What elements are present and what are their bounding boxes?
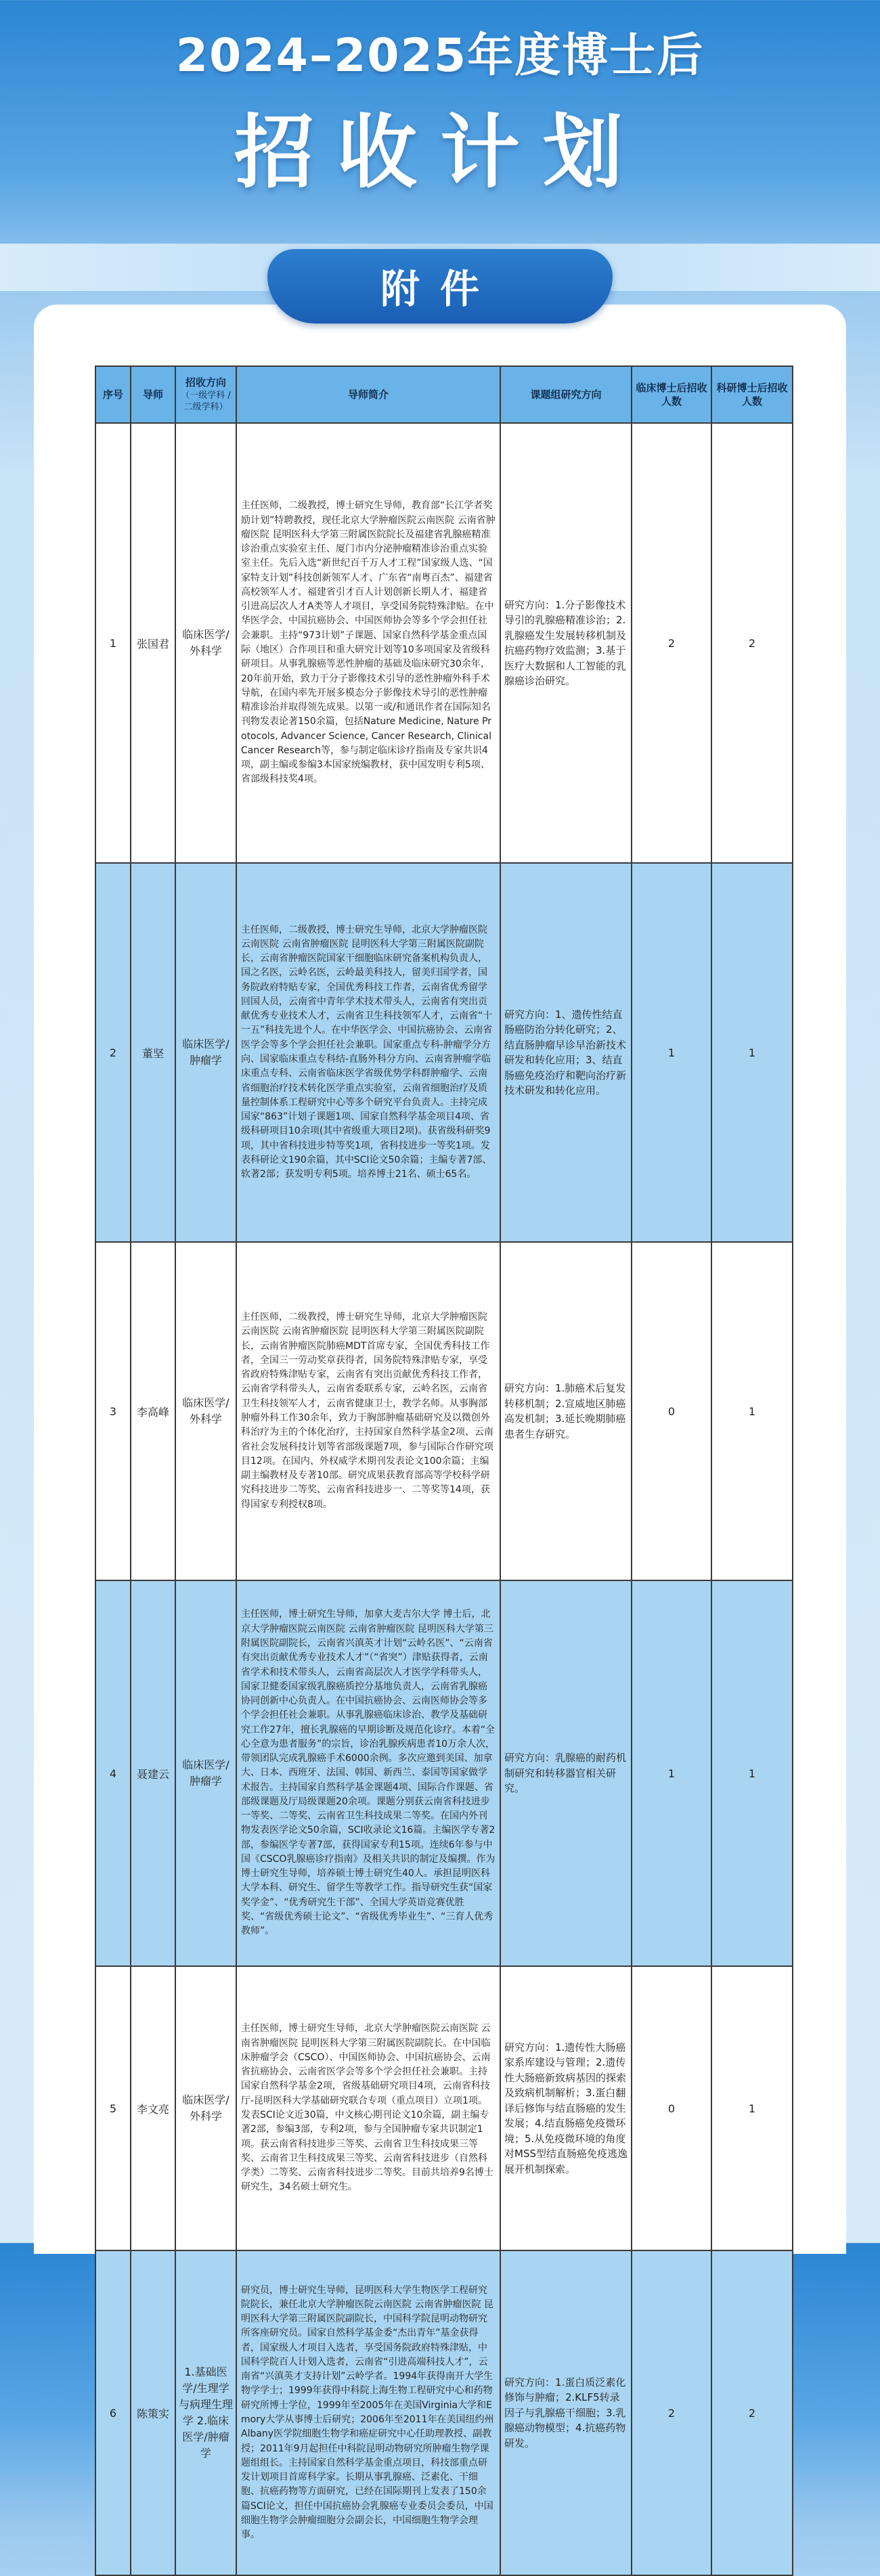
cell-research-count: 2 xyxy=(711,2250,793,2575)
col-header-subject-sub: （一级学科 / 二级学科） xyxy=(181,390,231,413)
col-header-subject-main: 招收方向 xyxy=(185,376,226,389)
cell-mentor: 聂建云 xyxy=(131,1580,175,1966)
cell-seq: 6 xyxy=(95,2250,131,2575)
cell-direction: 研究方向：乳腺癌的耐药机制研究和转移器官相关研究。 xyxy=(500,1580,632,1966)
cell-clinical-count: 1 xyxy=(632,863,711,1242)
table-header-row xyxy=(95,366,793,423)
cell-subject: 临床医学/外科学 xyxy=(175,1966,236,2250)
header-banner xyxy=(0,0,880,257)
col-header-research: 科研博士后招收人数 xyxy=(711,366,793,423)
table-row xyxy=(95,1242,793,1580)
table-row xyxy=(95,863,793,1242)
cell-intro: 主任医师，二级教授，博士研究生导师，北京大学肿瘤医院云南医院 云南省肿瘤医院 昆明医科大学第三附属医院副院长，云南省肿瘤医院国家干细胞临床研究备案机构负责人，国之名医，云岭名医，云岭最美科技人，留美归国学者，国务院政府特贴专家，全国优秀科技工作者，云南省优秀留学回国人员，云南省中青年学术技术带头人，云南省有突出贡献优秀专业技术人才，云南省卫生科技领军人才，云南省“十一五”科技先进个人。在中华医学会、中国抗癌协会、云南省医学会等多个学会担任社会兼职。国家重点专科-肿瘤学分方向、国家临床重点专科结-直肠外科分方向、云南省肿瘤学临床重点专科、云南省临床医学省级优势学科群肿瘤学、云南省细胞治疗技术转化医学重点实验室，云南省细胞治疗及质量控制体系工程研究中心等多个研究平台负责人。主持完成国家“863”计划子课题1项、国家自然科学基金项目4项、省级科研项目10余项(其中省级重大项目2项)。获省级科研奖9项，其中省科技进步特等奖1项，省科技进步一等奖1项。发表科研论文190余篇，其中SCI论文50余篇；主编专著7部、软著2部；获发明专利5项。培养博士21名、硕士65名。 xyxy=(236,863,500,1242)
cell-subject: 临床医学/外科学 xyxy=(175,1242,236,1580)
page-title-main: 招收计划 xyxy=(234,106,646,199)
cell-clinical-count: 0 xyxy=(632,1966,711,2250)
cell-seq: 5 xyxy=(95,1966,131,2250)
cell-research-count: 1 xyxy=(711,1966,793,2250)
cell-mentor: 李高峰 xyxy=(131,1242,175,1580)
table-row xyxy=(95,2250,793,2575)
cell-research-count: 1 xyxy=(711,863,793,1242)
cell-mentor: 李文亮 xyxy=(131,1966,175,2250)
cell-research-count: 2 xyxy=(711,423,793,863)
col-header-direction: 课题组研究方向 xyxy=(500,366,632,423)
cell-seq: 3 xyxy=(95,1242,131,1580)
cell-direction: 研究方向：1.遗传性大肠癌家系库建设与管理；2.遗传性大肠癌新致病基因的探索及致病机制解析；3.蛋白翻译后修饰与结直肠癌的发生发展；4.结直肠癌免疫微环境；5.从免疫微环境的角度对MSS型结直肠癌免疫逃逸展开机制探索。 xyxy=(500,1966,632,2250)
col-header-intro: 导师简介 xyxy=(236,366,500,423)
cell-subject: 临床医学/肿瘤学 xyxy=(175,1580,236,1966)
recruitment-table xyxy=(95,365,793,2576)
cell-research-count: 1 xyxy=(711,1580,793,1966)
cell-direction: 研究方向：1.分子影像技术导引的乳腺癌精准诊治；2.乳腺癌发生发展转移机制及抗癌药物疗效监测；3.基于医疗大数据和人工智能的乳腺癌诊治研究。 xyxy=(500,423,632,863)
table-row xyxy=(95,1580,793,1966)
cell-mentor: 张国君 xyxy=(131,423,175,863)
appendix-tab-label: 附件 xyxy=(380,266,500,312)
cell-intro: 主任医师，二级教授，博士研究生导师，北京大学肿瘤医院云南医院 云南省肿瘤医院 昆明医科大学第三附属医院副院长，云南省肿瘤医院肺癌MDT首席专家，全国优秀科技工作者，全国三一劳动奖章获得者，国务院特殊津贴专家，享受省政府特殊津贴专家，云南省有突出贡献优秀科技工作者，云南省学科带头人，云南省委联系专家，云岭名医，云南省卫生科技领军人才，云南省健康卫士，教学名师。从事胸部肿瘤外科工作30余年，致力于胸部肿瘤基础研究及以微创外科治疗为主的个体化治疗，主持国家自然科学基金2项、云南省社会发展科技计划等省部级课题7项，参与国际合作研究项目12项。在国内、外权威学术期刊发表论文100余篇；主编副主编教材及专著10部。研究成果获教育部高等学校科学研究科技进步二等奖、云南省科技进步一、二等奖等14项，获得国家专利授权8项。 xyxy=(236,1242,500,1580)
cell-clinical-count: 1 xyxy=(632,1580,711,1966)
cell-intro: 主任医师，博士研究生导师，加拿大麦吉尔大学 博士后，北京大学肿瘤医院云南医院 云南省肿瘤医院 昆明医科大学第三附属医院副院长，云南省兴滇英才计划“云岭名医”、“云南省有突出贡献优秀专业技术人才”（“省突”）津贴获得者，云南省学术和技术带头人，云南省高层次人才医学学科带头人，国家卫健委国家级乳腺癌质控分基地负责人，云南省乳腺癌协同创新中心负责人。在中国抗癌协会、云南医师协会等多个学会担任社会兼职。从事乳腺癌临床诊治、教学及基础研究工作27年，擅长乳腺癌的早期诊断及规范化诊疗。本着“全心全意为患者服务”的宗旨，诊治乳腺疾病患者10万余人次，带领团队完成乳腺癌手术6000余例。多次应邀到美国、加拿大、日本、西班牙、法国、韩国、新西兰、泰国等国家做学术报告。主持国家自然科学基金课题4项、国际合作课题、省部级课题及厅局级课题20余项。课题分别获云南省科技进步一等奖、二等奖、云南省卫生科技成果二等奖。在国内外刊物发表医学论文50余篇，SCI收录论文16篇。主编医学专著2部，参编医学专著7部，获得国家专利15项。连续6年参与中国《CSCO乳腺癌诊疗指南》及相关共识的制定及编撰。作为博士研究生导师，培养硕士博士研究生40人。承担昆明医科大学本科、研究生、留学生等教学工作。指导研究生获“国家奖学金”、“优秀研究生干部”、全国大学英语竞赛优胜奖、“省级优秀硕士论文”、“省级优秀毕业生”、“三育人优秀教师”。 xyxy=(236,1580,500,1966)
cell-direction: 研究方向：1、遗传性结直肠癌防治分转化研究；2、结直肠肿瘤早诊早治新技术研发和转化应用；3、结直肠癌免疫治疗和靶向治疗新技术研发和转化应用。 xyxy=(500,863,632,1242)
col-header-mentor: 导师 xyxy=(131,366,175,423)
cell-intro: 研究员，博士研究生导师，昆明医科大学生物医学工程研究院院长，兼任北京大学肿瘤医院云南医院 云南省肿瘤医院 昆明医科大学第三附属医院副院长，中国科学院昆明动物研究所客座研究员。国家自然科学基金委“杰出青年”基金获得者，国家级人才项目入选者，享受国务院政府特殊津贴，中国科学院百人计划入选者，云南省“引进高端科技人才”，云南省“兴滇英才支持计划”云岭学者。1994年获得南开大学生物学学士；1999年获得中科院上海生物工程研究中心和药物研究所博士学位，1999年至2005年在美国Virginia大学和Emory大学从事博士后研究；2006年至2011年在美国纽约州Albany医学院细胞生物学和癌症研究中心任助理教授、副教授；2011年9月起担任中科院昆明动物研究所肿瘤生物学课题组组长。主持国家自然科学基金重点项目，科技部重点研发计划项目首席科学家。长期从事乳腺癌、泛素化、干细胞、抗癌药物等方面研究，已经在国际期刊上发表了150余篇SCI论文，担任中国抗癌协会乳腺癌专业委员会委员，中国细胞生物学会肿瘤细胞分会副会长，中国细胞生物学会理事。 xyxy=(236,2250,500,2575)
cell-subject: 临床医学/肿瘤学 xyxy=(175,863,236,1242)
cell-seq: 1 xyxy=(95,423,131,863)
col-header-clinical: 临床博士后招收人数 xyxy=(632,366,711,423)
cell-subject: 1.基础医学/生理学与病理生理学 2.临床医学/肿瘤学 xyxy=(175,2250,236,2575)
page-title-year: 2024–2025年度博士后 xyxy=(175,29,705,83)
cell-clinical-count: 2 xyxy=(632,2250,711,2575)
cell-intro: 主任医师，博士研究生导师，北京大学肿瘤医院云南医院 云南省肿瘤医院 昆明医科大学第三附属医院副院长。在中国临床肿瘤学会（CSCO）、中国医师协会、中国抗癌协会、云南省抗癌协会、云南省医学会等多个学会担任社会兼职。主持国家自然科学基金2项，省级基础研究项目4项，云南省科技厅-昆明医科大学基础研究联合专项（重点项目）立项1项。发表SCI论文近30篇，中文核心期刊论文10余篇，副主编专著2部，参编3部，专利2项，参与全国肿瘤专家共识制定1项。获云南省科技进步三等奖、云南省卫生科技成果三等奖、云南省卫生科技成果三等奖、云南省科技进步（自然科学类）二等奖、云南省科技进步二等奖。目前共培养9名博士研究生，34名硕士研究生。 xyxy=(236,1966,500,2250)
cell-clinical-count: 2 xyxy=(632,423,711,863)
table-row xyxy=(95,1966,793,2250)
cell-seq: 2 xyxy=(95,863,131,1242)
cell-intro: 主任医师，二级教授，博士研究生导师，教育部“长江学者奖励计划”特聘教授，现任北京大学肿瘤医院云南医院 云南省肿瘤医院 昆明医科大学第三附属医院院长及福建省乳腺癌精准诊治重点实验室主任、厦门市内分泌肿瘤精准诊治重点实验室主任。先后入选“新世纪百千万人才工程”国家级人选、“国家特支计划”科技创新领军人才、广东省“南粤百杰”、福建省高校领军人才、福建省引才百人计划创新长期人才、福建省引进高层次人才A类等人才项目，享受国务院特殊津贴。在中华医学会、中国抗癌协会、中国医师协会等多个学会担任社会兼职。主持“973计划”子课题、国家自然科学基金重点国际（地区）合作项目和重大研究计划等10多项国家及省级科研项目。从事乳腺癌等恶性肿瘤的基础及临床研究30余年，20年前开始，致力于分子影像技术引导的恶性肿瘤外科手术导航，在国内率先开展多模态分子影像技术导引的恶性肿瘤精准诊治并取得领先成果。以第一或/和通讯作者在国际知名刊物发表论著150余篇，包括Nature Medicine, Nature Protocols, Advancer Science, Cancer Research, Clinical Cancer Research等，参与制定临床诊疗指南及专家共识4项，副主编或参编3本国家统编教材，获中国发明专利5项、省部级科技奖4项。 xyxy=(236,423,500,863)
cell-mentor: 董坚 xyxy=(131,863,175,1242)
col-header-seq: 序号 xyxy=(95,366,131,423)
cell-direction: 研究方向：1.蛋白质泛素化修饰与肿瘤；2.KLF5转录因子与乳腺癌干细胞；3.乳腺癌动物模型；4.抗癌药物研发。 xyxy=(500,2250,632,2575)
cell-seq: 4 xyxy=(95,1580,131,1966)
cell-clinical-count: 0 xyxy=(632,1242,711,1580)
cell-mentor: 陈策实 xyxy=(131,2250,175,2575)
cell-research-count: 1 xyxy=(711,1242,793,1580)
cell-direction: 研究方向：1.肺癌术后复发转移机制；2.宣威地区肺癌高发机制；3.延长晚期肺癌患者生存研究。 xyxy=(500,1242,632,1580)
cell-subject: 临床医学/外科学 xyxy=(175,423,236,863)
table-row xyxy=(95,423,793,863)
col-header-subject xyxy=(175,366,236,423)
